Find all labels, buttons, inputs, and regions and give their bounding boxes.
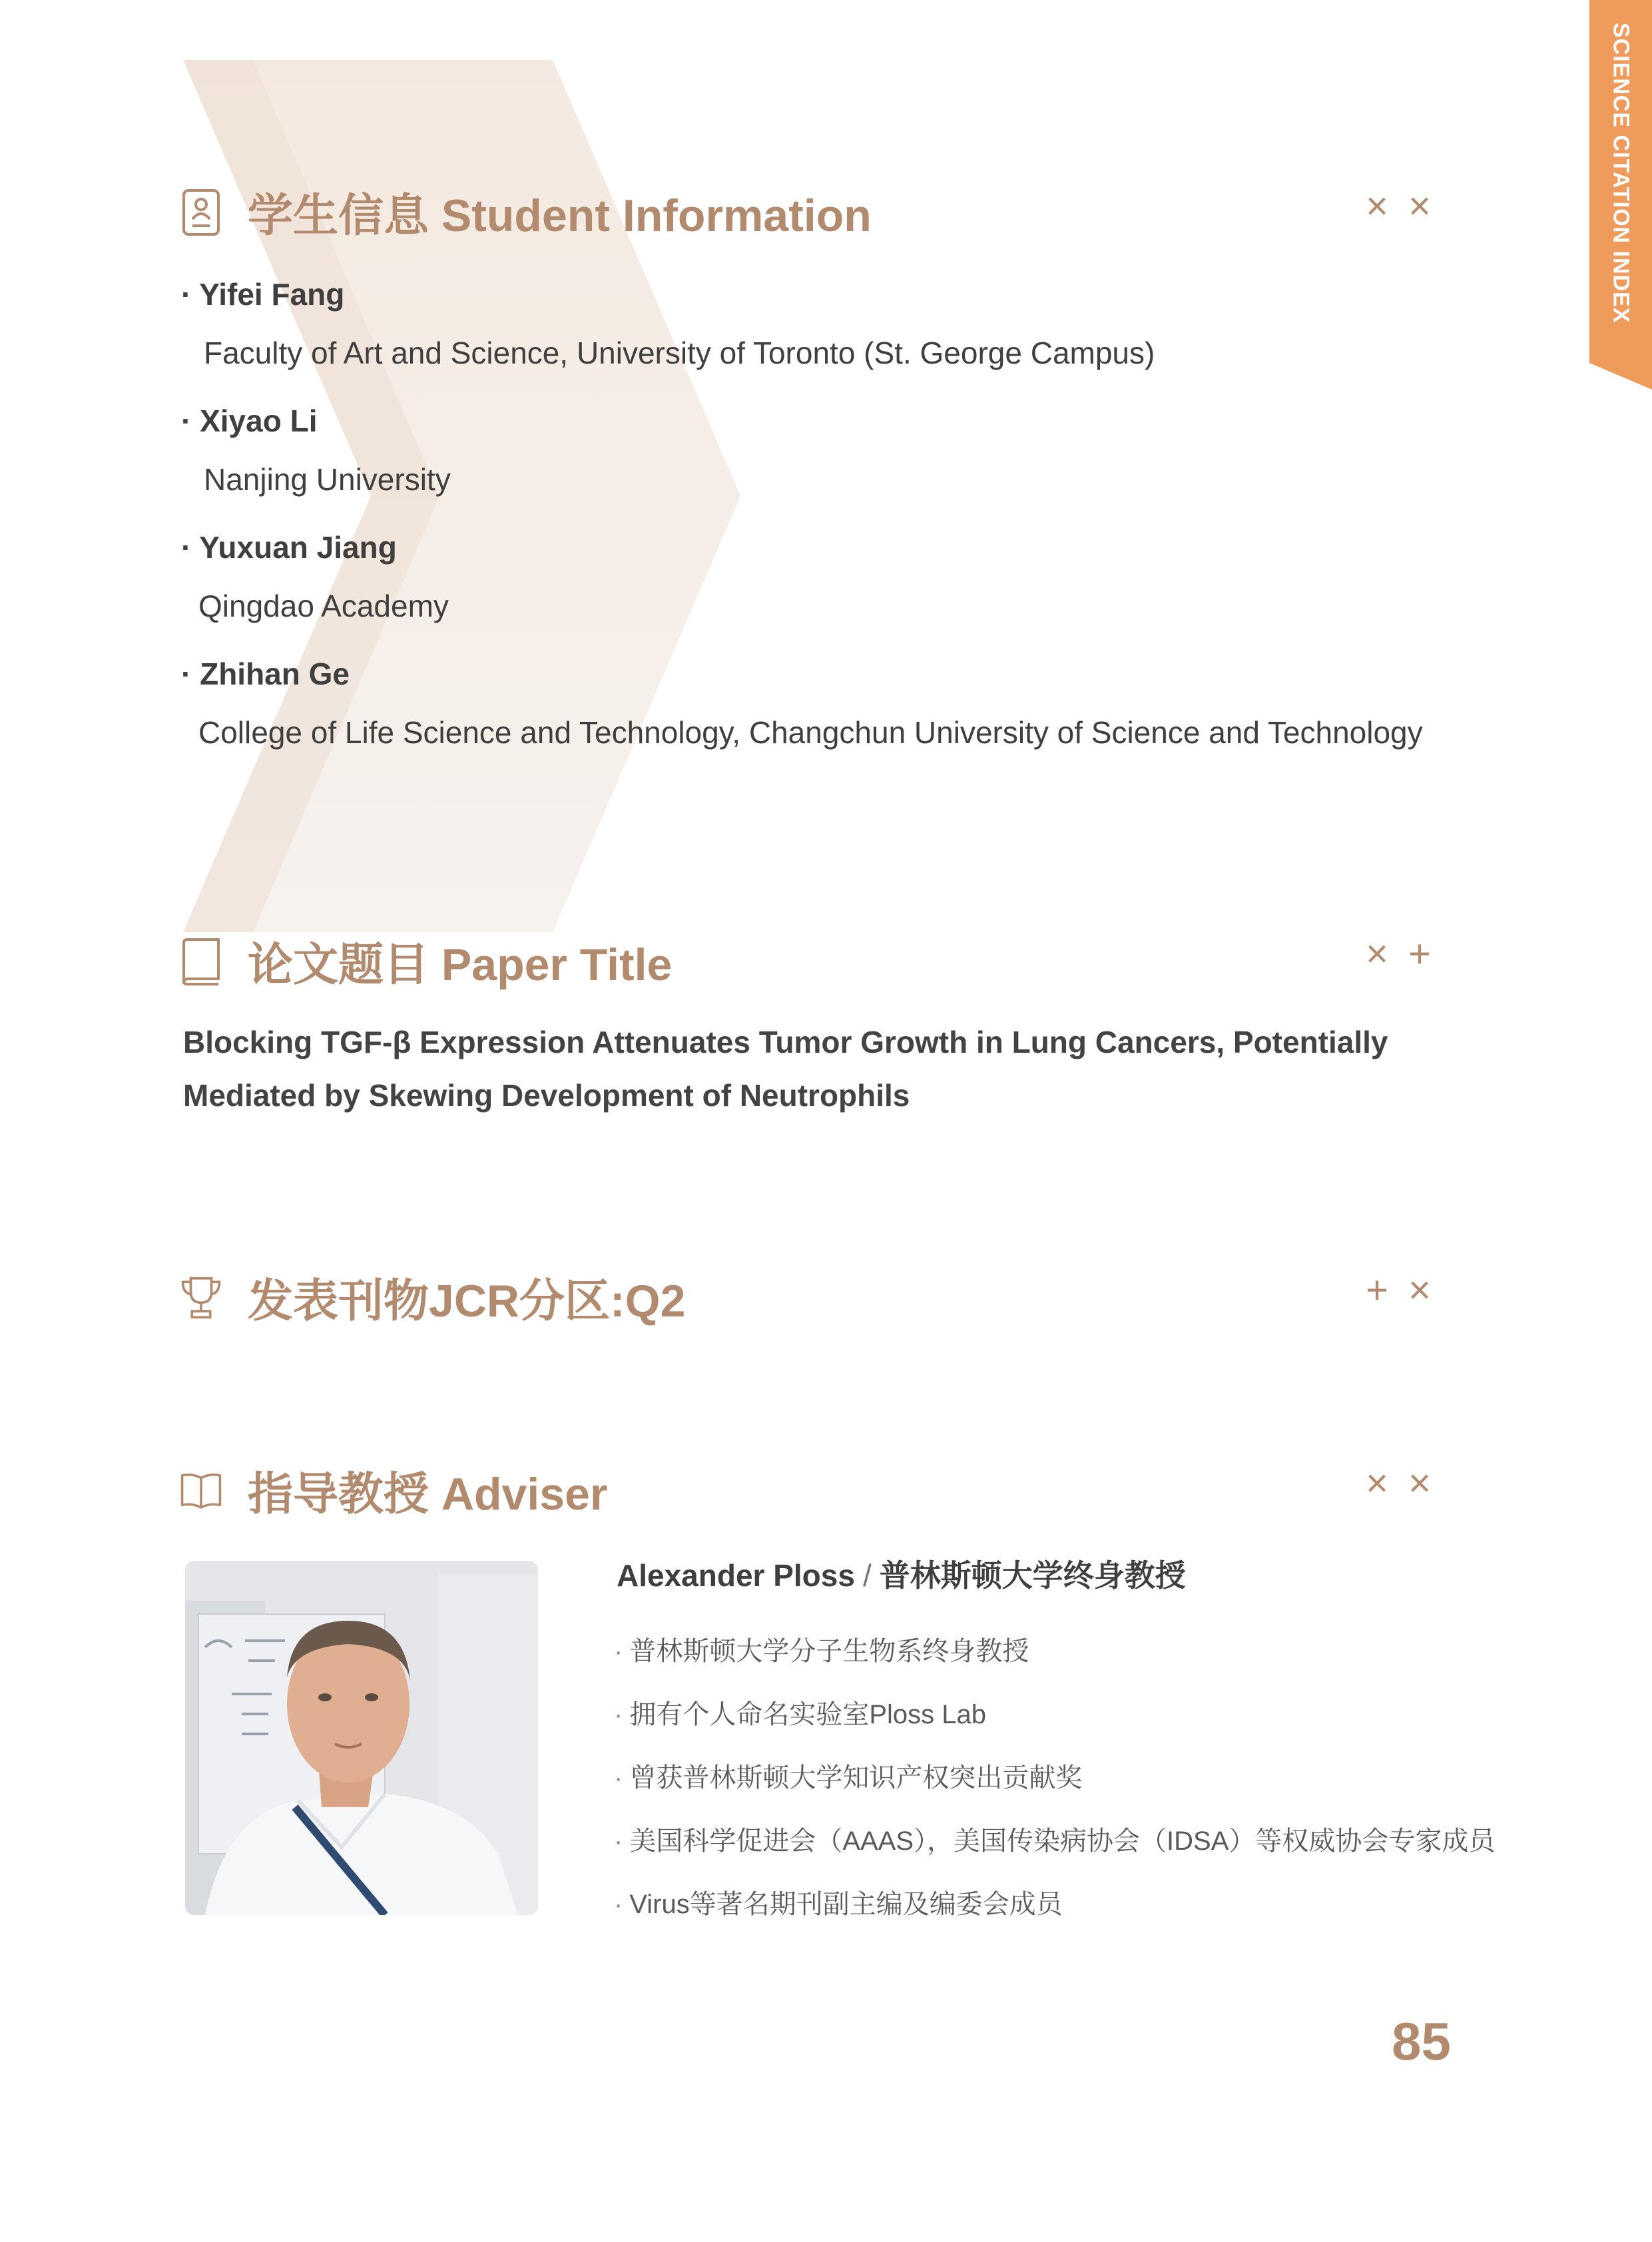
student-affiliation: College of Life Science and Technology, Changchun University of Science and Technology bbox=[198, 715, 1423, 750]
cross-mark: × bbox=[1408, 184, 1431, 228]
adviser-bullet-list bbox=[614, 1625, 1495, 1941]
open-book-icon bbox=[180, 1467, 222, 1515]
student-name: · Yifei Fang bbox=[181, 277, 345, 312]
paper-title-text: Blocking TGF-β Expression Attenuates Tumor Growth in Lung Cancers, Potentially Mediated by Skewing Development of Neutrophils bbox=[183, 1025, 1388, 1113]
adviser-bullet-text: Virus等著名期刊副主编及编委会成员 bbox=[629, 1890, 1063, 1919]
student-section-title: 学生信息 Student Information bbox=[248, 190, 872, 241]
trophy-icon bbox=[180, 1274, 222, 1322]
student-affiliation: Nanjing University bbox=[204, 462, 451, 497]
adviser-separator: / bbox=[862, 1558, 872, 1593]
student-name: · Yuxuan Jiang bbox=[181, 530, 397, 565]
student-entry bbox=[181, 403, 1473, 505]
journal-section-header bbox=[180, 1265, 685, 1330]
id-badge-icon bbox=[180, 188, 222, 236]
adviser-name: Alexander Ploss bbox=[617, 1558, 855, 1593]
paper-section-title: 论文题目 Paper Title bbox=[248, 940, 673, 990]
student-affiliation: Faculty of Art and Science, University of Toronto (St. George Campus) bbox=[204, 336, 1155, 370]
list-item: · 曾获普林斯顿大学知识产权突出贡献奖 bbox=[614, 1763, 1083, 1793]
side-tab-label: SCIENCE CITATION INDEX bbox=[1608, 23, 1634, 324]
adviser-section-marks bbox=[1358, 1460, 1438, 1507]
cross-mark: × bbox=[1408, 1268, 1431, 1312]
adviser-bullet-text: 拥有个人命名实验室Ploss Lab bbox=[629, 1700, 986, 1729]
book-icon bbox=[180, 938, 222, 985]
student-entry bbox=[181, 656, 1473, 758]
list-item: · 普林斯顿大学分子生物系终身教授 bbox=[614, 1637, 1029, 1666]
journal-section-title: 发表刊物JCR分区:Q2 bbox=[248, 1276, 686, 1326]
list-item: · Virus等著名期刊副主编及编委会成员 bbox=[614, 1890, 1063, 1919]
list-item: · 美国科学促进会（AAAS），美国传染病协会（IDSA）等权威协会专家成员 bbox=[614, 1826, 1496, 1856]
cross-mark: × bbox=[1366, 184, 1388, 228]
plus-mark: + bbox=[1366, 1268, 1388, 1312]
student-name: · Zhihan Ge bbox=[181, 657, 350, 691]
adviser-photo bbox=[185, 1561, 538, 1915]
side-tab-label-wrap bbox=[1589, 0, 1652, 346]
student-section-header bbox=[180, 180, 872, 244]
adviser-section-title: 指导教授 Adviser bbox=[248, 1469, 608, 1520]
journal-section-marks bbox=[1358, 1267, 1438, 1314]
adviser-section-header bbox=[180, 1458, 607, 1523]
adviser-position: 普林斯顿大学终身教授 bbox=[879, 1558, 1186, 1593]
student-entry bbox=[181, 529, 1473, 632]
student-section-marks bbox=[1358, 183, 1438, 230]
adviser-name-line bbox=[617, 1551, 1186, 1595]
plus-mark: + bbox=[1408, 932, 1431, 976]
student-name: · Xiyao Li bbox=[181, 404, 318, 438]
student-entry bbox=[181, 276, 1473, 379]
adviser-bullet-text: 曾获普林斯顿大学知识产权突出贡献奖 bbox=[629, 1763, 1083, 1793]
cross-mark: × bbox=[1408, 1462, 1431, 1505]
adviser-bullet-text: 美国科学促进会（AAAS），美国传染病协会（IDSA）等权威协会专家成员 bbox=[629, 1826, 1496, 1856]
cross-mark: × bbox=[1366, 1462, 1388, 1505]
list-item: · 拥有个人命名实验室Ploss Lab bbox=[614, 1700, 986, 1729]
page-number: 85 bbox=[1392, 2012, 1451, 2071]
paper-section-marks bbox=[1358, 931, 1438, 978]
paper-section-header bbox=[180, 929, 672, 993]
cross-mark: × bbox=[1366, 932, 1388, 976]
adviser-bullet-text: 普林斯顿大学分子生物系终身教授 bbox=[629, 1637, 1029, 1666]
student-affiliation: Qingdao Academy bbox=[198, 589, 449, 623]
